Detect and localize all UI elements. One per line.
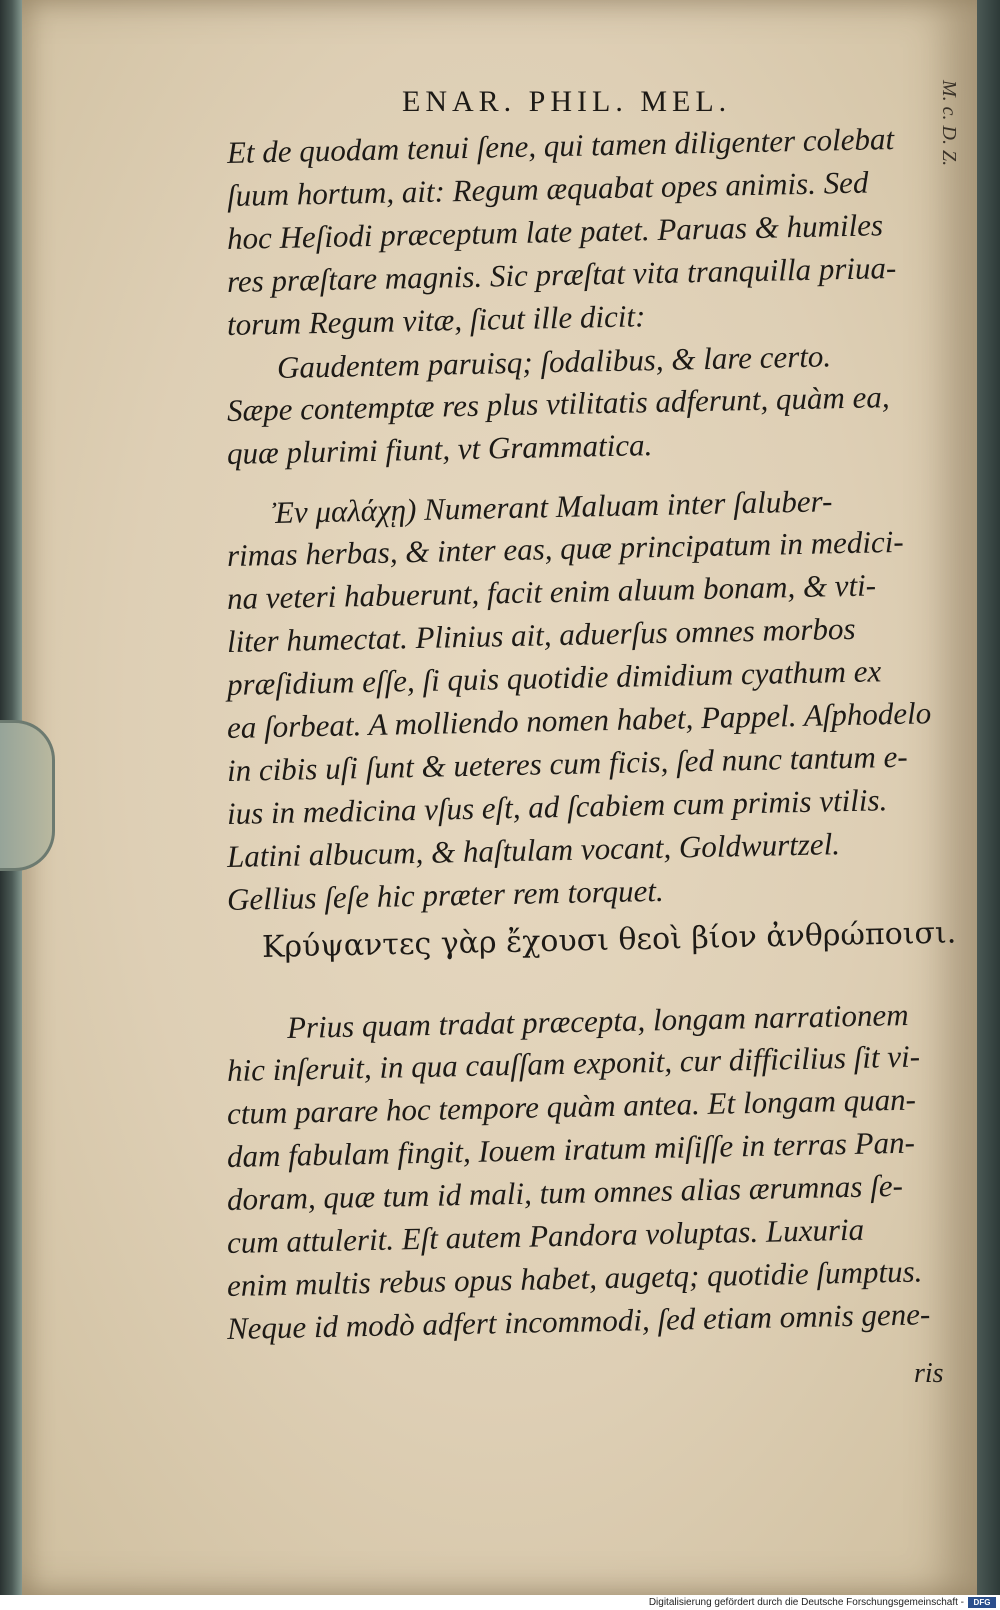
text-line: Gellius ſeſe hic præter rem torquet. (226, 872, 665, 917)
text-line: Gaudentem paruisq; ſodalibus, & lare certo. (276, 338, 832, 385)
footer-bar (0, 1595, 1000, 1610)
text-line: Et de quodam tenui ſene, qui tamen diligenter colebat (226, 121, 895, 170)
text-line: ſuum hortum, ait: Regum æquabat opes animis. Sed (226, 164, 869, 213)
book-clasp (0, 720, 55, 871)
text-line: hic inſeruit, in qua cauſſam exponit, cur difficilius ſit vi- (226, 1038, 921, 1088)
text-line: Latini albucum, & haſtulam vocant, Goldwurtzel. (226, 826, 841, 874)
greek-heading: Κρύψαντες γὰρ ἔχουσι θεοὶ βίον ἀνθρώποισι. (261, 915, 957, 965)
text-line: rimas herbas, & inter eas, quæ principatum in medici- (226, 523, 905, 573)
footer-credit: Digitalisierung gefördert durch die Deutsche Forschungsgemeinschaft - (648, 1597, 964, 1608)
text-line: ius in medicina vſus eſt, ad ſcabiem cum primis vtilis. (226, 782, 888, 831)
text-line: Sæpe contemptæ res plus vtilitatis adferunt, quàm ea, (226, 379, 890, 428)
catchword: ris (914, 1358, 944, 1389)
text-line: doram, quæ tum id mali, tum omnes alias ærumnas ſe- (226, 1167, 904, 1217)
text-line: in cibis uſi ſunt & ueteres cum ficis, ſed nunc tantum e- (226, 738, 908, 788)
text-line: res præſtare magnis. Sic præſtat vita tranquilla priua- (226, 249, 897, 299)
text-line: Ἐν μαλάχῃ) Numerant Maluam inter ſaluber- (271, 483, 833, 530)
text-line: torum Regum vitæ, ſicut ille dicit: (226, 298, 646, 342)
text-line: cum attulerit. Eſt autem Pandora voluptas. Luxuria (226, 1211, 865, 1260)
text-line: Neque id modò adfert incommodi, ſed etiam omnis gene- (226, 1296, 931, 1346)
facing-page-fragments (964, 80, 994, 166)
book-page (22, 0, 977, 1595)
text-line: Prius quam tradat præcepta, longam narrationem (286, 996, 909, 1045)
text-line: liter humectat. Plinius ait, aduerſus omnes morbos (226, 610, 856, 659)
text-line: dam fabulam fingit, Iouem iratum miſiſſe in terras Pan- (226, 1124, 916, 1174)
dfg-logo: DFG (968, 1597, 996, 1608)
text-line: na veteri habuerunt, facit enim aluum bonam, & vti- (226, 567, 877, 616)
text-line: hoc Heſiodi præceptum late patet. Paruas & humiles (226, 207, 884, 256)
running-head: ENAR. PHIL. MEL. (402, 85, 732, 118)
text-line: quæ plurimi fiunt, vt Grammatica. (226, 427, 653, 471)
text-line: enim multis rebus opus habet, augetq; quotidie ſumptus. (226, 1253, 923, 1303)
text-line: ea ſorbeat. A molliendo nomen habet, Pappel. Aſphodelo (226, 695, 932, 745)
text-line: præſidium eſſe, ſi quis quotidie dimidium cyathum ex (226, 653, 882, 702)
text-line: ctum parare hoc tempore quàm antea. Et longam quan- (226, 1081, 917, 1131)
